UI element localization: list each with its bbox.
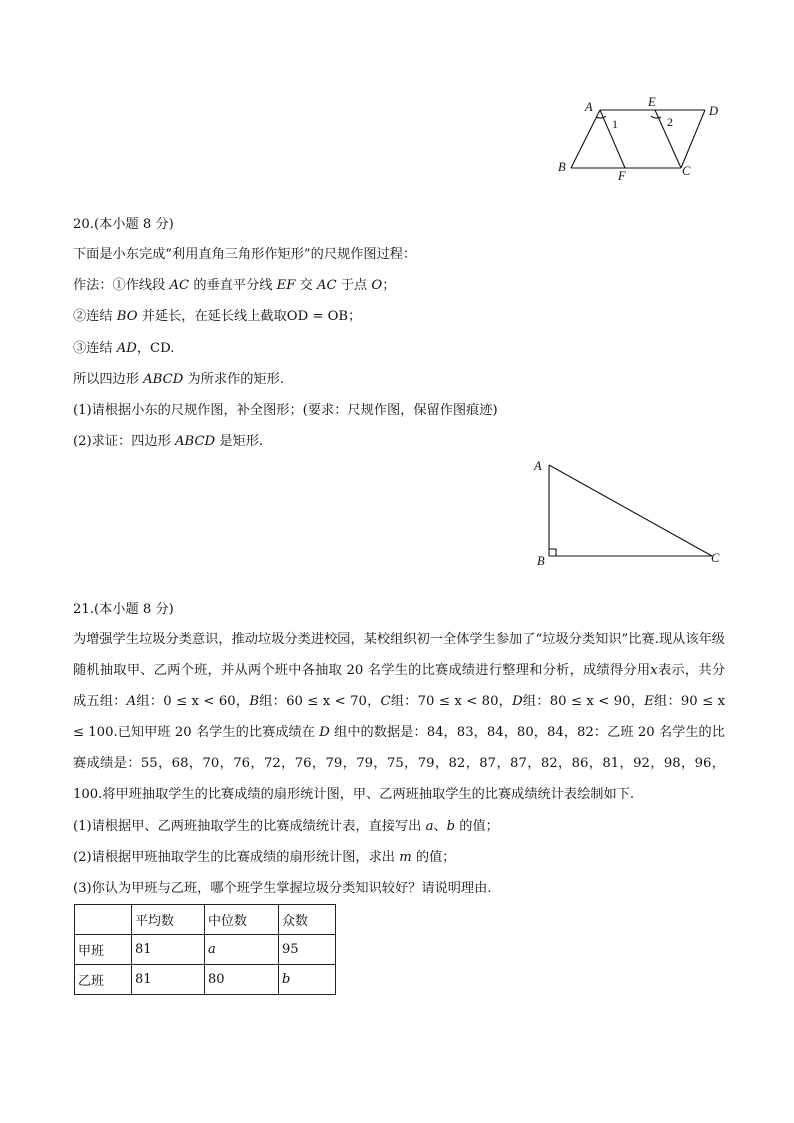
right-triangle-figure [530,455,725,570]
q20-conclusion-v1: ABCD [143,372,184,387]
label-E: E [648,95,656,109]
label-angle-2: 2 [667,115,673,129]
q20-step1-mid3: 于点 [336,278,372,293]
table-cell: 80 [205,965,279,995]
right-angle-mark [549,549,556,556]
q20-step3-v1: AD [116,341,137,356]
q20-part2-pre: (2)求证：四边形 [73,434,175,449]
segment-AC [549,465,712,556]
q20-step1-pre: 作法：①作线段 [73,278,170,293]
q21-group-C: C [380,694,391,709]
q21-group-D-ref: D [319,725,330,740]
q20-conclusion [73,371,284,389]
table-cell: 甲班 [75,935,132,965]
table-cell: a [205,935,279,965]
q21-var-x: x [650,663,658,678]
q21-part2 [73,849,455,867]
q21-part2-m: m [399,850,412,865]
angle-2-arc [651,116,661,118]
table-header-cell: 平均数 [132,905,205,935]
segment-AB [571,110,600,168]
q21-part1-post: 的值； [455,819,499,834]
q20-header: 20.(本小题 8 分) [73,217,174,232]
q21-body-s2: 表示，共分成五组： [73,663,726,709]
label-B: B [537,554,545,568]
parallelogram-diagram [555,92,730,182]
label-C: C [711,551,720,565]
q21-range-C: 组：70 ≤ x < 80， [390,694,513,709]
q20-step1 [73,277,395,295]
q20-intro: 下面是小东完成“利用直角三角形作矩形”的尺规作图过程： [73,247,417,262]
q20-step1-v3: AC [317,278,337,293]
segment-DC [681,110,705,168]
angle-1-arc [596,116,606,118]
q21-group-A: A [126,694,137,709]
q21-range-D: 组：80 ≤ x < 90， [522,694,645,709]
q20-step1-v4: O [371,278,383,293]
q21-body-s3: 组中的数据是：84，83，84，80，84，82：乙班 20 名学生的比赛成绩是：55，68，70，76，72，76，79，79，75，79，82，87，87，82，86，81，92，98，96，100.将甲班抽取学生的比赛成绩的扇形统计图，甲、乙两班抽取学生的比赛成绩统计表绘制如下. [73,725,725,802]
table-header-cell: 众数 [279,905,336,935]
q21-group-B: B [249,694,260,709]
q21-range-E: 组：90 ≤ x ≤ 100.已知甲班 20 名学生的比赛成绩在 [73,694,726,740]
q21-part2-post: 的值； [411,850,456,865]
q20-step3-post: ，CD. [136,341,175,356]
q20-part2 [73,433,263,451]
q21-body-s1: 为增强学生垃圾分类意识，推动垃圾分类进校园，某校组织初一全体学生参加了“垃圾分类知识”比赛.现从该年级随机抽取甲、乙两个班，并从两个班中各抽取 20 名学生的比赛成绩进行整理和分析，成绩得分用 [73,632,725,678]
q21-group-E: E [644,694,654,709]
q21-group-D: D [512,694,523,709]
q20-step3-pre: ③连结 [73,341,117,356]
label-D: D [709,104,719,118]
label-angle-1: 1 [612,117,618,131]
q21-header: 21.(本小题 8 分) [73,602,174,617]
label-A: A [585,100,593,114]
q20-part2-v1: ABCD [175,434,216,449]
q21-part1-a: a [425,819,434,834]
table-cell: b [279,965,336,995]
q21-part1-pre: (1)请根据甲、乙两班抽取学生的比赛成绩统计表，直接写出 [73,819,426,834]
q20-step1-mid1: 的垂直平分线 [189,278,277,293]
label-A: A [534,459,542,473]
table-header-cell [75,905,132,935]
q20-part2-post: 是矩形. [215,434,264,449]
right-triangle-diagram [530,455,725,570]
q21-part1-b: b [446,819,456,834]
parallelogram-figure [555,92,730,182]
table-row [75,935,336,965]
q21-range-B: 组：60 ≤ x < 70， [259,694,381,709]
q20-step3 [73,340,174,358]
q20-step2-v1: BO [116,309,138,324]
q20-step1-post: ； [382,278,396,293]
table-cell: 81 [132,965,205,995]
label-C: C [682,164,691,178]
table-cell: 81 [132,935,205,965]
table-header-cell: 中位数 [205,905,279,935]
q20-conclusion-post: 为所求作的矩形. [183,372,284,387]
q20-step1-v2: EF [276,278,296,293]
table-header-row [75,905,336,935]
q21-part1 [73,818,499,836]
label-F: F [618,169,626,183]
q20-conclusion-pre: 所以四边形 [73,372,144,387]
q21-part2-pre: (2)请根据甲班抽取学生的比赛成绩的扇形统计图，求出 [73,850,400,865]
q20-step1-mid2: 交 [295,278,318,293]
table-row [75,965,336,995]
stats-table [74,904,336,995]
q20-step2-pre: ②连结 [73,309,117,324]
q21-range-A: 组：0 ≤ x < 60， [136,694,250,709]
table-cell: 95 [279,935,336,965]
label-B: B [558,160,566,174]
q21-part3: (3)你认为甲班与乙班，哪个班学生掌握垃圾分类知识较好？请说明理由. [73,881,492,896]
q20-step2 [73,308,361,326]
q20-part1: (1)请根据小东的尺规作图，补全图形；(要求：尺规作图，保留作图痕迹) [73,403,498,418]
q20-step1-v1: AC [169,278,190,293]
table-cell: 乙班 [75,965,132,995]
q21-body [73,624,725,810]
q21-part1-mid: 、 [433,819,447,834]
q20-step2-post: 并延长，在延长线上截取OD = OB； [137,309,362,324]
